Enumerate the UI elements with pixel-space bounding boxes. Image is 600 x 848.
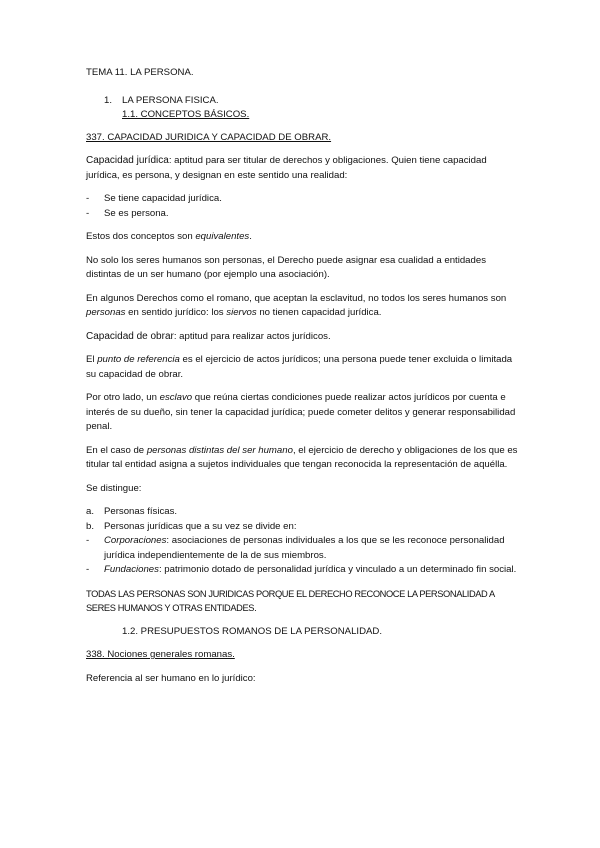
text-run: es el ejercicio de actos jurídicos; una persona puede tener excluida o limitada su capacidad de obrar. [86,354,513,380]
text-run: que reúna ciertas condiciones puede realizar actos jurídicos por cuenta e interés de su dueño, sin tener la capacidad jurídica; puede cometer delitos y generar responsabilidad penal. [86,392,516,432]
outline-item-label: LA PERSONA FISICA. [122,94,219,106]
emphasis-text: punto de referencia [97,354,180,365]
text-run: , el ejercicio de derecho y obligaciones de los que es titular tal entidad asigna a sujetos individuales que tengan reconocida la representación de aquélla. [86,444,518,470]
emphasis-text: personas [86,307,126,318]
dash-list [86,534,518,578]
section-heading-1-2: 1.2. PRESUPUESTOS ROMANOS DE LA PERSONALIDAD. [122,625,382,637]
list-item [86,520,518,535]
list-item-text: Se es persona. [104,207,169,219]
bullet-mark: - [86,564,90,575]
paragraph-se-distingue: Se distingue: [86,482,142,494]
doc-title: TEMA 11. LA PERSONA. [86,67,194,78]
text-run: El [86,354,98,365]
lettered-list [86,505,518,534]
paragraph-no-solo: No solo los seres humanos son personas, el Derecho puede asignar esa cualidad a entidades distintas de un ser humano (por ejemplo una asociación). [86,254,486,280]
emphasis-text: Corporaciones [104,535,167,546]
bullet-list [86,192,518,221]
outline-item-number: 1. [104,94,113,106]
bullet-mark: - [86,535,90,546]
list-letter: a. [86,506,95,517]
outline [104,94,518,123]
list-item [86,192,518,207]
term-capacidad-obrar: Capacidad de obrar [86,330,174,342]
list-item [86,534,518,563]
text-run: . [249,231,252,242]
emphasis-text: esclavo [159,392,193,403]
bullet-mark: - [86,193,90,204]
emphasis-text: equivalentes [195,231,250,242]
list-item-text [104,534,518,563]
list-item-text: Personas físicas. [104,506,178,517]
paragraph-algunos-derechos [86,292,518,321]
definition-capacidad-juridica: : aptitud para ser titular de derechos y obligaciones. Quien tiene capacidad jurídica, es persona, y designan en este sentido una realidad: [86,155,487,181]
emphasis-text: Fundaciones [104,564,159,575]
outline-item [104,94,518,109]
text-run: : patrimonio dotado de personalidad jurídica y vinculado a un determinado fin social. [158,564,517,575]
paragraph-capacidad-obrar [86,330,518,345]
paragraph-uppercase-note: TODAS LAS PERSONAS SON JURIDICAS PORQUE EL DERECHO RECONOCE LA PERSONALIDAD A SERES HUMANOS Y OTRAS ENTIDADES. [86,588,495,613]
list-item [86,207,518,222]
text-run: no tienen capacidad jurídica. [256,307,382,318]
text-run: en sentido jurídico: los [125,307,227,318]
text-run: En algunos Derechos como el romano, que aceptan la esclavitud, no todos los seres humanos son [86,292,507,304]
list-item [86,563,518,578]
document-page [86,66,518,695]
paragraph-capacidad-juridica [86,154,518,183]
paragraph-personas-distintas [86,444,518,473]
paragraph-esclavo [86,391,518,435]
outline-subitem [104,108,518,123]
paragraph-punto-referencia [86,353,518,382]
list-item-text: Se tiene capacidad jurídica. [104,193,222,204]
list-letter: b. [86,520,95,532]
text-run: Estos dos conceptos son [86,231,196,242]
paragraph-referencia: Referencia al ser humano en lo jurídico: [86,672,256,684]
bullet-mark: - [86,207,90,219]
paragraph-equivalentes [86,230,518,245]
emphasis-text: personas distintas del ser humano [146,444,293,456]
text-run: : asociaciones de personas individuales a los que se les reconoce personalidad jurídica independientemente de la de sus miembros. [104,535,505,561]
outline-subitem-label: 1.1. CONCEPTOS BÁSICOS. [122,109,250,120]
list-item [86,505,518,520]
list-item-text [104,563,518,578]
text-run: Por otro lado, un [86,392,160,403]
section-heading-337: 337. CAPACIDAD JURIDICA Y CAPACIDAD DE OBRAR. [86,131,332,143]
term-capacidad-juridica: Capacidad jurídica [86,155,169,166]
definition-capacidad-obrar: : aptitud para realizar actos jurídicos. [173,330,331,342]
emphasis-text: siervos [226,307,257,318]
text-run: En el caso de [86,444,147,456]
list-item-text: Personas jurídicas que a su vez se divide en: [104,520,297,532]
section-heading-338: 338. Nociones generales romanas. [86,649,235,660]
